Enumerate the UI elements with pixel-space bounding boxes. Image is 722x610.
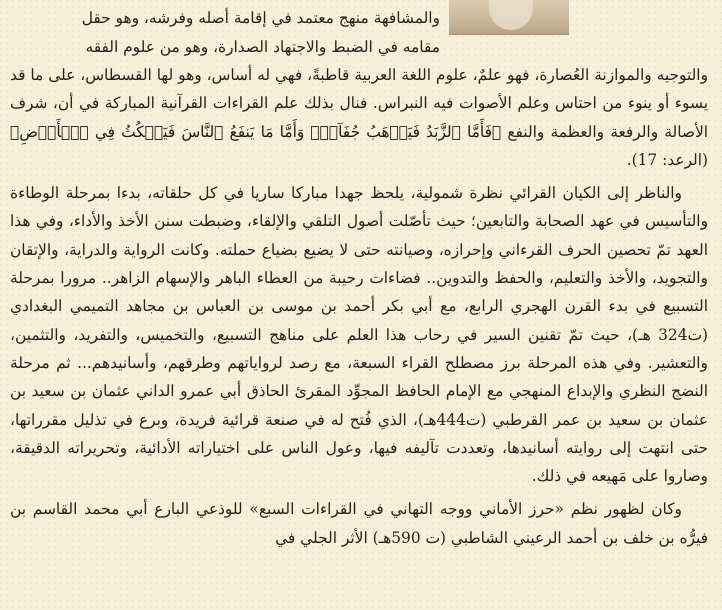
intro-text — [10, 4, 708, 61]
paragraph-3: وكان لظهور نظم «حرز الأماني ووجه التهاني في القراءات السبع» للوذعي البارع أبي محمد القاسم بن فيرُّه بن خلف بن أحمد الرعيني الشاطبي (ت 590هـ) الأثر الجلي في — [10, 500, 708, 547]
verse-reference: (الرعد: 17). — [626, 150, 708, 169]
intro-line-2: مقامه في الضبط والاجتهاد الصدارة، وهو من علوم الفقه — [85, 37, 440, 56]
quran-verse: ﴿فَأَمَّا ٱلزَّبَدُ فَيَذۡهَبُ جُفَآءٗۖ وَأَمَّا مَا يَنفَعُ ٱلنَّاسَ فَيَمۡكُثُ فِي ٱلۡأَرۡضِ﴾ — [10, 122, 502, 141]
paragraph-2: والناظر إلى الكيان القرائي نظرة شمولية، يلحظ جهدا مباركا ساريا في كل حلقاته، بدءا بمرحلة الوطاءة والتأسيس في عهد الصحابة والتابعين؛ حيث تأصّلت أصول التلقي والإلقاء، وضبطت سنن الأخذ والأداء، وفي هذا العهد تمّ تحصين الحرف القرءاني وإحرازه، وصيانته حتى لا يضيع بضياع حملته. وكانت الرواية والدراية، والإتقان والتجويد، والأخذ والتعليم، والحفظ والتدوين.. فضاءات رحيبة من العطاء الباهر والإسهام الزاهر.. مرورا بمرحلة التسبيع في بدء القرن الهجري الرابع، مع أبي بكر أحمد بن موسى بن العباس بن مجاهد التميمي البغدادي (ت324 هـ)، حيث تمّ تقنين السير في رحاب هذا العلم على مناهج التسبيع، والتخميس، والتفريد، والتثمين، والتعشير. وفي هذه المرحلة برز مصطلح القراء السبعة، مع رصد لرواياتهم وطرقهم، وأسانيدهم... ثم مرحلة النضج النظري والإبداع المنهجي مع الإمام الحافظ المجوِّد المقرئ الحاذق أبي عمرو الداني عثمان بن سعيد بن عثمان بن سعيد بن عمر القرطبي (ت444هـ)، الذي فُتح له في صنعة قرائية فريدة، وبرع في تذليل مقرراتها، حتى انتهت إلى روايته أسانيدها، وتعددت تآليفه فيها، وعول الناس على اختياراته الأدائية، وتحريراته الدقيقة، وصاروا على مَهيعه في ذلك. — [10, 184, 708, 486]
article-body — [10, 0, 708, 610]
paragraph-1-text: والتوجيه والموازنة العُصارة، فهو علمٌ، علوم اللغة العربية قاطبةً، فهي له أساس، وهو لها القسطاس، على ما قد يسوء أو ينوء من احتاس وعلم الأصوات فيه النبراس. فنال بذلك علم القراءات القرآنية المباركة في أن، شرف الأصالة والرفعة والعظمة والنفع — [10, 66, 709, 141]
intro-line-1: والمشافهة منهج معتمد في إقامة أصله وفرشه، وهو حقل — [81, 9, 440, 27]
paragraph-1 — [10, 61, 708, 174]
